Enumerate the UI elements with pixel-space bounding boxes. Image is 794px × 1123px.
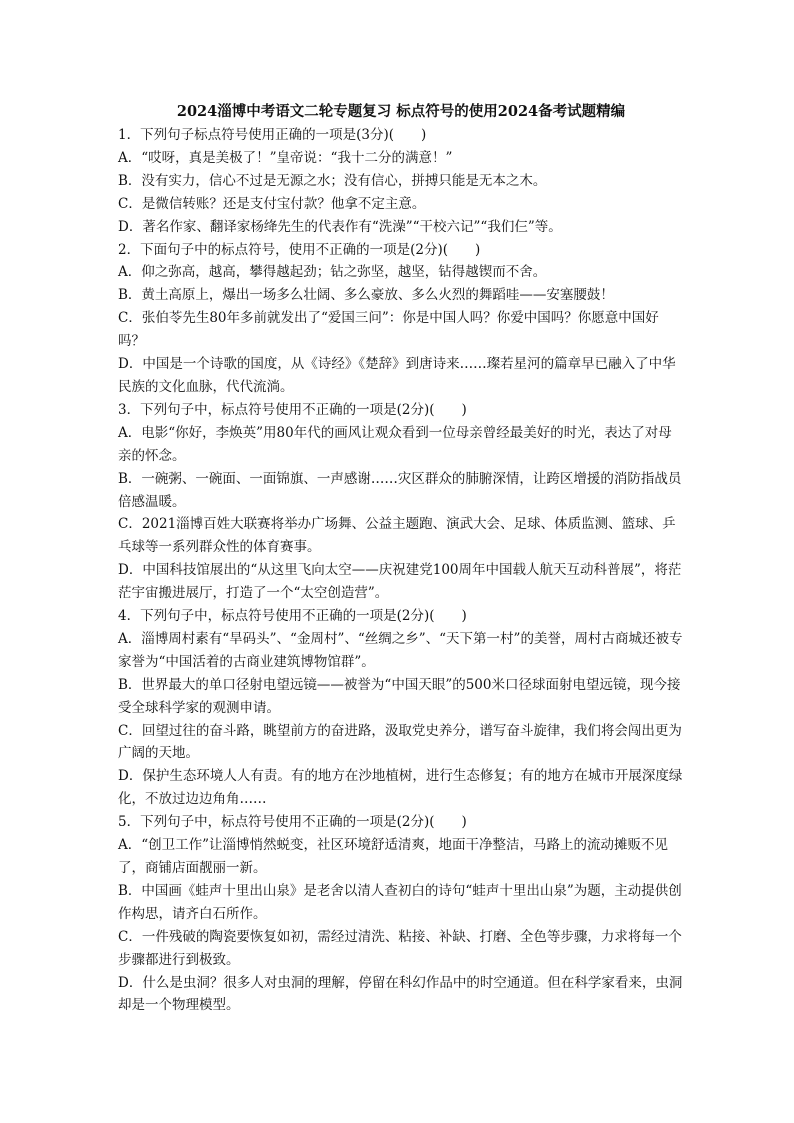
option-b: B．一碗粥、一碗面、一面锦旗、一声感谢……灾区群众的肺腑深情，让跨区增援的消防指战员倍感温暖。 <box>118 470 682 510</box>
document-title: 2024淄博中考语文二轮专题复习 标点符号的使用2024备考试题精编 <box>176 103 626 120</box>
option-b: B．黄土高原上，爆出一场多么壮阔、多么豪放、多么火烈的舞蹈哇——安塞腰鼓！ <box>118 287 614 304</box>
option-d: D．保护生态环境人人有责。有的地方在沙地植树，进行生态修复；有的地方在城市开展深度绿化，不放过边边角角…… <box>118 768 683 808</box>
option-a: A．“创卫工作”让淄博悄然蜕变，社区环境舒适清爽，地面干净整洁，马路上的流动摊贩不见了，商铺店面靓丽一新。 <box>118 837 669 876</box>
question-5 <box>118 811 684 1017</box>
question-stem: 1．下列句子标点符号使用正确的一项是(3分)( ) <box>118 127 427 143</box>
question-2 <box>118 239 684 399</box>
option-c: C．是微信转账？还是支付宝付款？他拿不定主意。 <box>118 195 426 212</box>
question-stem: 5．下列句子中，标点符号使用不正确的一项是(2分)( ) <box>118 814 467 831</box>
option-c: C．2021淄博百姓大联赛将举办广场舞、公益主题跑、演武大会、足球、体质监测、篮球、乒乓球等一系列群众性的体育赛事。 <box>118 516 676 556</box>
question-stem: 4．下列句子中，标点符号使用不正确的一项是(2分)( ) <box>118 608 467 625</box>
option-a: A．淄博周村素有“旱码头”、“金周村”、“丝绸之乡”、“天下第一村”的美誉，周村古商城还被专家誉为“中国活着的古商业建筑博物馆群”。 <box>118 630 683 670</box>
option-c: C．回望过往的奋斗路，眺望前方的奋进路，汲取党史养分，谱写奋斗旋律，我们将会闯出更为广阔的天地。 <box>118 722 682 762</box>
question-1 <box>118 124 684 239</box>
option-a: A．电影“你好，李焕英”用80年代的画风让观众看到一位母亲曾经最美好的时光，表达了对母亲的怀念。 <box>118 424 672 464</box>
option-b: B．世界最大的单口径射电望远镜——被誉为“中国天眼”的500米口径球面射电望远镜，现今接受全球科学家的观测申请。 <box>118 676 681 716</box>
option-d: D．中国科技馆展出的“从这里飞向太空——庆祝建党100周年中国载人航天互动科普展”，将茫茫宇宙搬进展厅，打造了一个“太空创造营”。 <box>118 562 682 602</box>
option-d: D．中国是一个诗歌的国度，从《诗经》《楚辞》到唐诗来……璨若星河的篇章早已融入了中华民族的文化血脉，代代流淌。 <box>118 356 676 395</box>
option-c: C．一件残破的陶瓷要恢复如初，需经过清洗、粘接、补缺、打磨、全色等步骤，力求将每一个步骤都进行到极致。 <box>118 928 682 968</box>
option-b: B．没有实力，信心不过是无源之水；没有信心，拼搏只能是无本之木。 <box>118 172 547 189</box>
option-c: C．张伯苓先生80年多前就发出了“爱国三问”：你是中国人吗？你爱中国吗？你愿意中国好吗？ <box>118 310 659 350</box>
option-a: A．“哎呀，真是美极了！”皇帝说：“我十二分的满意！” <box>118 149 453 166</box>
option-d: D．著名作家、翻译家杨绛先生的代表作有“洗澡”“干校六记”“我们仨”等。 <box>118 218 562 235</box>
option-d: D．什么是虫洞？很多人对虫洞的理解，停留在科幻作品中的时空通道。但在科学家看来，虫洞却是一个物理模型。 <box>118 974 683 1014</box>
question-stem: 3．下列句子中，标点符号使用不正确的一项是(2分)( ) <box>118 401 467 418</box>
question-stem: 2．下面句子中的标点符号，使用不正确的一项是(2分)( ) <box>118 241 481 258</box>
document-page <box>118 101 684 1017</box>
question-3 <box>118 399 684 605</box>
option-b: B．中国画《蛙声十里出山泉》是老舍以清人查初白的诗句“蛙声十里出山泉”为题，主动提供创作构思，请齐白石所作。 <box>118 882 682 922</box>
question-4 <box>118 605 684 811</box>
option-a: A．仰之弥高，越高，攀得越起劲；钻之弥坚，越坚，钻得越锲而不舍。 <box>118 264 547 281</box>
